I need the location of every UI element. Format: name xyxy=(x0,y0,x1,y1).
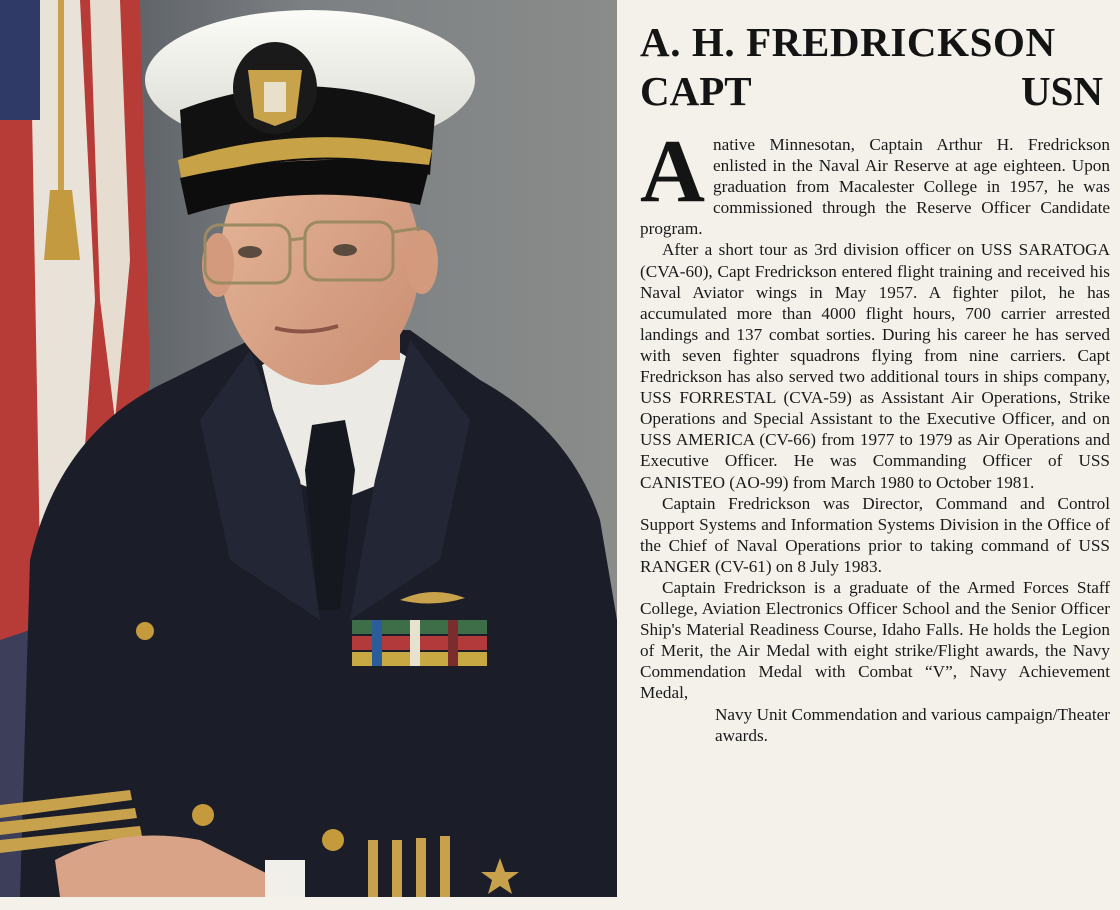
officer-service: USN xyxy=(1020,68,1103,114)
officer-name: A. H. FREDRICKSON xyxy=(640,19,1056,65)
officer-rank: CAPT xyxy=(640,68,752,114)
rank-service-line xyxy=(640,68,1103,114)
drop-cap: A xyxy=(640,122,705,221)
bio-paragraph-4-tail: Navy Unit Commendation and various campaign/Theater awards. xyxy=(715,704,1110,745)
bio-paragraph-4 xyxy=(640,577,1110,746)
bio-paragraph-1-text: native Minnesotan, Captain Arthur H. Fredrickson enlisted in the Naval Air Reserve at age eighteen. Upon graduation from Macalester College in 1957, he was commissioned through the Reserve Officer Candidate program. xyxy=(640,135,1110,239)
biography-column xyxy=(640,20,1110,900)
biography-text xyxy=(640,122,1110,746)
bio-paragraph-3: Captain Fredrickson was Director, Command and Control Support Systems and Information Systems Division in the Office of the Chief of Naval Operations prior to taking command of USS RANGER (CV-61) on 8 July 1983. xyxy=(640,493,1110,576)
bio-paragraph-1 xyxy=(640,122,1110,239)
bio-paragraph-4-text: Captain Fredrickson is a graduate of the Armed Forces Staff College, Aviation Electronics Officer School and the Senior Officer Ship's Material Readiness Course, Idaho Falls. He holds the Legion of Merit, the Air Medal with eight strike/Flight awards, the Navy Commendation Medal with Combat “V”, Navy Achievement Medal, xyxy=(640,577,1110,703)
bio-paragraph-2: After a short tour as 3rd division officer on USS SARATOGA (CVA-60), Capt Fredrickson entered flight training and received his Naval Aviator wings in May 1957. A fighter pilot, he has accumulated more than 4000 flight hours, 700 carrier arrested landings and 137 combat sorties. During his career he has served with seven fighter squadrons flying from nine carriers. Capt Fredrickson has also served two additional tours in ships company, USS FORRESTAL (CVA-59) as Assistant Air Operations, Strike Operations and Special Assistant to the Executive Officer, and on USS AMERICA (CV-66) from 1977 to 1979 as Air Operations and Executive Officer. He was Commanding Officer of USS CANISTEO (AO-99) from March 1980 to October 1981. xyxy=(640,240,1110,492)
